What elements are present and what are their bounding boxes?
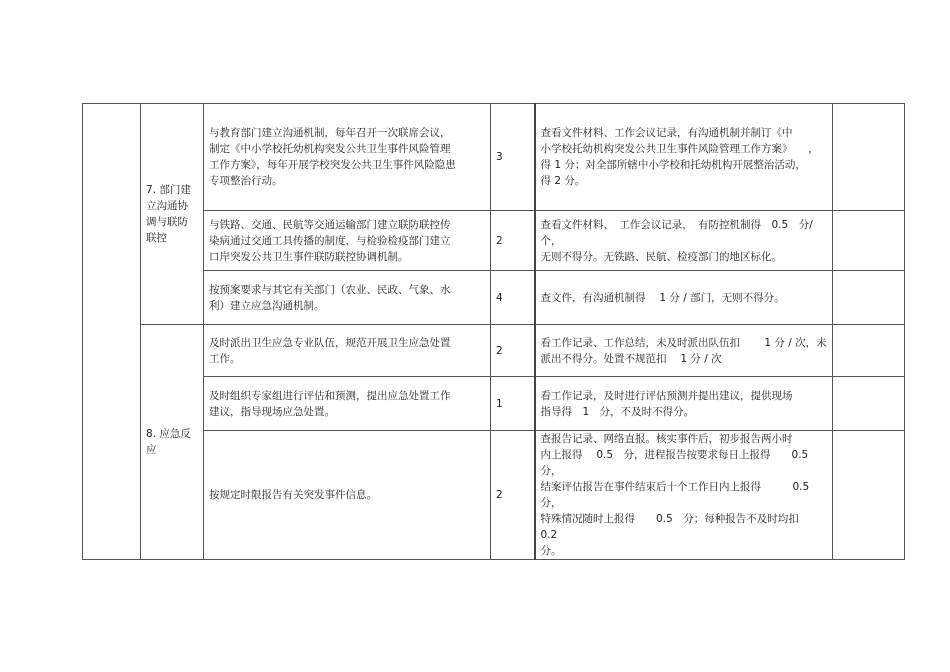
score-cell: 2	[491, 431, 535, 560]
method-cell: 查看文件材料、 工作会议记录， 有防控机制得 0.5 分/ 个， 无则不得分。无铁路、民航、检疫部门的地区标化。	[535, 211, 833, 271]
score-cell: 2	[491, 211, 535, 271]
category-cell	[83, 104, 141, 560]
note-cell	[833, 104, 905, 211]
table-row	[83, 211, 905, 271]
table-row	[83, 271, 905, 325]
score-cell: 1	[491, 377, 535, 431]
method-cell: 查文件，有沟通机制得 1 分 / 部门，无则不得分。	[535, 271, 833, 325]
table-row	[83, 431, 905, 560]
note-cell	[833, 325, 905, 377]
requirement-cell: 及时组织专家组进行评估和预测，提出应急处置工作 建议，指导现场应急处置。	[204, 377, 491, 431]
table-row	[83, 377, 905, 431]
method-cell: 看工作记录、工作总结，未及时派出队伍扣 1 分 / 次，未 派出不得分。处置不规范扣 1 分 / 次	[535, 325, 833, 377]
score-cell: 3	[491, 104, 535, 211]
note-cell	[833, 431, 905, 560]
method-cell: 查看文件材料、工作会议记录，有沟通机制并制订《中 小学校托幼机构突发公共卫生事件风险管理工作方案》 ， 得 1 分；对全部所辖中小学校和托幼机构开展整治活动， 得 2 分。	[535, 104, 833, 211]
requirement-cell: 按规定时限报告有关突发事件信息。	[204, 431, 491, 560]
requirement-cell: 及时派出卫生应急专业队伍，规范开展卫生应急处置 工作。	[204, 325, 491, 377]
note-cell	[833, 271, 905, 325]
note-cell	[833, 211, 905, 271]
score-cell: 2	[491, 325, 535, 377]
note-cell	[833, 377, 905, 431]
item-cell: 7. 部门建 立沟通协 调与联防 联控	[141, 104, 204, 325]
method-cell: 看工作记录，及时进行评估预测并提出建议，提供现场 指导得 1 分，不及时不得分。	[535, 377, 833, 431]
evaluation-table	[82, 103, 905, 560]
method-cell: 查报告记录、网络直报。核实事件后，初步报告两小时 内上报得 0.5 分，进程报告按要求每日上报得 0.5 分， 结案评估报告在事件结束后十个工作日内上报得 0.5 分， 特殊情况随时上报得 0.5 分；每种报告不及时均扣 0.2 分。	[535, 431, 833, 560]
requirement-cell: 按预案要求与其它有关部门（农业、民政、气象、水 利）建立应急沟通机制。	[204, 271, 491, 325]
item-cell: 8. 应急反 应	[141, 325, 204, 560]
requirement-cell: 与教育部门建立沟通机制，每年召开一次联席会议， 制定《中小学校托幼机构突发公共卫生事件风险管理 工作方案》，每年开展学校突发公共卫生事件风险隐患 专项整治行动。	[204, 104, 491, 211]
requirement-cell: 与铁路、交通、民航等交通运输部门建立联防联控传 染病通过交通工具传播的制度，与检验检疫部门建立 口岸突发公共卫生事件联防联控协调机制。	[204, 211, 491, 271]
table-row	[83, 104, 905, 211]
table-row	[83, 325, 905, 377]
score-cell: 4	[491, 271, 535, 325]
